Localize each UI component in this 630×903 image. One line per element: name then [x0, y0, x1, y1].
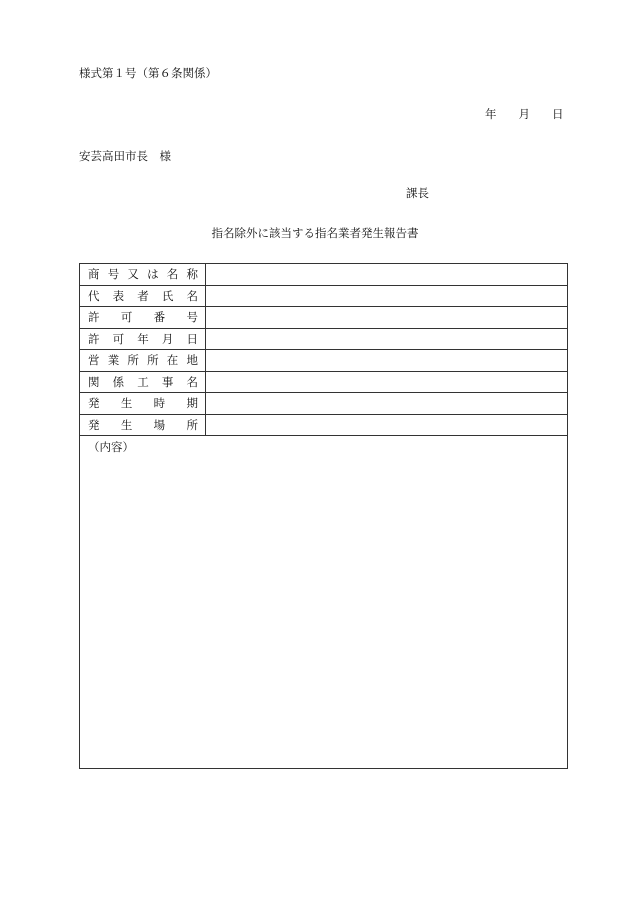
row-value-field[interactable]: [206, 415, 567, 436]
row-label: [80, 329, 206, 350]
report-table: [79, 263, 568, 769]
label-char: 番: [153, 310, 166, 325]
label-char: 代: [88, 288, 100, 303]
label-char: 号: [186, 310, 198, 325]
row-label: [80, 264, 206, 285]
label-char: 許: [88, 331, 100, 346]
label-char: 生: [120, 396, 133, 411]
date-year: 年: [485, 107, 497, 121]
table-row: [80, 415, 567, 437]
label-char: 時: [153, 396, 166, 411]
label-char: 可: [120, 310, 133, 325]
label-char: 期: [186, 396, 198, 411]
label-char: 場: [153, 417, 166, 432]
label-char: は: [147, 267, 159, 282]
label-char: 関: [88, 374, 100, 389]
label-char: 所: [186, 417, 198, 432]
label-char: 表: [112, 288, 125, 303]
label-char: 生: [120, 417, 133, 432]
label-char: 許: [88, 310, 100, 325]
date-month: 月: [518, 107, 530, 121]
label-char: 年: [137, 331, 149, 346]
label-char: 営: [88, 353, 100, 368]
label-char: 者: [137, 288, 149, 303]
content-label: （内容）: [88, 440, 134, 454]
document-title: 指名除外に該当する指名業者発生報告書: [211, 226, 419, 240]
label-char: 号: [107, 267, 120, 282]
table-row: [80, 264, 567, 286]
table-rows: [80, 264, 567, 436]
label-char: 工: [137, 374, 149, 389]
label-char: 事: [161, 374, 174, 389]
label-char: 所: [127, 353, 139, 368]
label-char: 名: [186, 374, 198, 389]
row-label: [80, 372, 206, 393]
addressee: 安芸高田市長 様: [79, 149, 171, 163]
row-value-field[interactable]: [206, 307, 567, 328]
label-char: 氏: [161, 288, 174, 303]
row-label: [80, 415, 206, 436]
label-char: 係: [112, 374, 125, 389]
label-char: 在: [166, 353, 179, 368]
label-char: 又: [127, 267, 139, 282]
form-number: 様式第１号（第６条関係）: [79, 66, 217, 80]
row-value-field[interactable]: [206, 264, 567, 285]
label-char: 月: [161, 331, 174, 346]
table-row: [80, 372, 567, 394]
label-char: 発: [88, 396, 100, 411]
label-char: 可: [112, 331, 125, 346]
table-row: [80, 329, 567, 351]
label-char: 所: [147, 353, 159, 368]
table-row: [80, 307, 567, 329]
row-label: [80, 350, 206, 371]
row-value-field[interactable]: [206, 329, 567, 350]
label-char: 称: [186, 267, 198, 282]
content-area[interactable]: [80, 436, 567, 768]
sender-title: 課長: [406, 186, 429, 200]
label-char: 商: [88, 267, 100, 282]
table-row: [80, 350, 567, 372]
row-value-field[interactable]: [206, 350, 567, 371]
date-line: [485, 107, 564, 121]
label-char: 地: [186, 353, 198, 368]
label-char: 発: [88, 417, 100, 432]
date-day: 日: [552, 107, 564, 121]
label-char: 名: [166, 267, 179, 282]
row-value-field[interactable]: [206, 372, 567, 393]
label-char: 業: [107, 353, 120, 368]
row-value-field[interactable]: [206, 286, 567, 307]
label-char: 日: [186, 331, 198, 346]
row-value-field[interactable]: [206, 393, 567, 414]
label-char: 名: [186, 288, 198, 303]
row-label: [80, 393, 206, 414]
table-row: [80, 286, 567, 308]
table-row: [80, 393, 567, 415]
row-label: [80, 286, 206, 307]
row-label: [80, 307, 206, 328]
